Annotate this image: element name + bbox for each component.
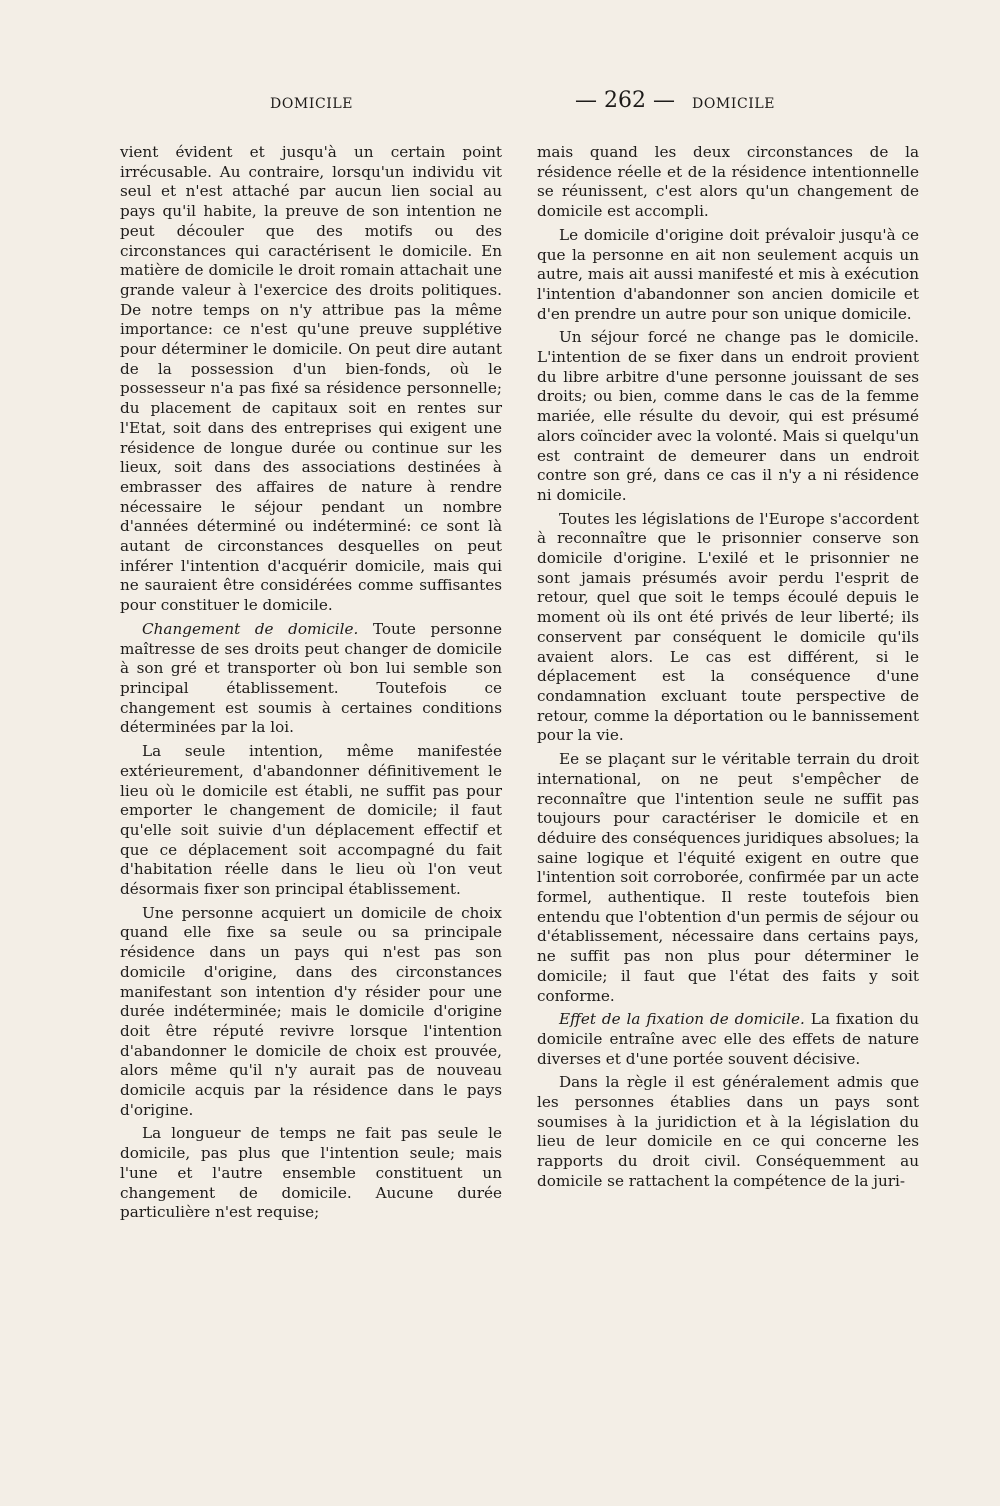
paragraph: Ee se plaçant sur le véritable terrain du droit international, on ne peut s'empêcher de reconnaître que l'intention seule ne suffit pas toujours pour caractériser le domicile et en déduire des conséquences juridiques absolues; la saine logique et l'équité exigent en outre que l'intention soit corroborée, confirmée par un acte formel, authentique. Il reste toutefois bien entendu que l'obtention d'un permis de séjour ou d'établissement, nécessaire dans certains pays, ne suffit pas non plus pour déterminer le domicile; il faut que l'état des faits y soit conforme. [537, 750, 919, 1005]
running-head-left: DOMICILE [270, 96, 354, 112]
paragraph-text: Toute personne maîtresse de ses droits peut changer de domicile à son gré et transporter où bon lui semble son principal établissement. Toutefois ce changement est soumis à certaines conditions déterminées par la loi. [120, 619, 502, 737]
paragraph: Une personne acquiert un domicile de choix quand elle fixe sa seule ou sa principale résidence dans un pays qui n'est pas son domicile d'origine, dans des circonstances manifestant son intention d'y résider pour une durée indéterminée; mais le domicile d'origine doit être réputé revivre lorsque l'intention d'abandonner le domicile de choix est prouvée, alors même qu'il n'y aurait pas de nouveau domicile acquis par la résidence dans le pays d'origine. [120, 903, 502, 1119]
running-head [120, 88, 920, 118]
section-heading: Changement de domicile. [142, 619, 359, 638]
left-column [120, 143, 502, 1227]
paragraph: vient évident et jusqu'à un certain point irrécusable. Au contraire, lorsqu'un individu vit seul et n'est attaché par aucun lien social au pays qu'il habite, la preuve de son intention ne peut découler que des motifs ou des circonstances qui caractérisent le domicile. En matière de domicile le droit romain attachait une grande valeur à l'exercice des droits politiques. De notre temps on n'y attribue pas la même importance: ce n'est qu'une preuve supplétive pour déterminer le domicile. On peut dire autant de la possession d'un bien-fonds, où le possesseur n'a pas fixé sa résidence personnelle; du placement de capitaux soit en rentes sur l'Etat, soit dans des entreprises qui exigent une résidence de longue durée ou continue sur les lieux, soit dans des associations destinées à embrasser des affaires de nature à rendre nécessaire le séjour pendant un nombre d'années déterminé ou indéterminé: ce sont là autant de circonstances desquelles on peut inférer l'intention d'acquérir domicile, mais qui ne sauraient être considérées comme suffisantes pour constituer le domicile. [120, 143, 502, 615]
paragraph: Le domicile d'origine doit prévaloir jusqu'à ce que la personne en ait non seulement acquis un autre, mais ait aussi manifesté et mis à exécution l'intention d'abandonner son ancien domicile et d'en prendre un autre pour son unique domicile. [537, 225, 919, 323]
page-number: — 262 — [575, 88, 675, 113]
paragraph: Un séjour forcé ne change pas le domicile. L'intention de se fixer dans un endroit provient du libre arbitre d'une personne jouissant de ses droits; ou bien, comme dans le cas de la femme mariée, elle résulte du devoir, qui est présumé alors coïncider avec la volonté. Mais si quelqu'un est contraint de demeurer dans un endroit contre son gré, dans ce cas il n'y a ni résidence ni domicile. [537, 328, 919, 504]
paragraph [537, 1010, 919, 1069]
running-head-right: DOMICILE [692, 96, 776, 112]
paragraph: Toutes les législations de l'Europe s'accordent à reconnaître que le prisonnier conserve son domicile d'origine. L'exilé et le prisonnier ne sont jamais présumés avoir perdu l'esprit de retour, quel que soit le temps écoulé depuis le moment où ils ont été privés de leur liberté; ils conservent par conséquent le domicile qu'ils avaient alors. Le cas est différent, si le déplacement est la conséquence d'une condamnation excluant toute perspective de retour, comme la déportation ou le bannissement pour la vie. [537, 509, 919, 745]
section-heading: Effet de la fixation de domicile. [559, 1010, 805, 1029]
paragraph: La longueur de temps ne fait pas seule le domicile, pas plus que l'intention seule; mais l'une et l'autre ensemble constituent un changement de domicile. Aucune durée particulière n'est requise; [120, 1124, 502, 1222]
paragraph: mais quand les deux circonstances de la résidence réelle et de la résidence intentionnelle se réunissent, c'est alors qu'un changement de domicile est accompli. [537, 143, 919, 221]
paragraph: Dans la règle il est généralement admis que les personnes établies dans un pays sont soumises à la juridiction et à la législation du lieu de leur domicile en ce qui concerne les rapports du droit civil. Conséquemment au domicile se rattachent la compétence de la juri- [537, 1073, 919, 1190]
paragraph-text: La fixation du domicile entraîne avec elle des effets de nature diverses et d'une portée souvent décisive. [537, 1010, 919, 1068]
right-column [537, 143, 919, 1196]
paragraph: La seule intention, même manifestée extérieurement, d'abandonner définitivement le lieu où le domicile est établi, ne suffit pas pour emporter le changement de domicile; il faut qu'elle soit suivie d'un déplacement effectif et que ce déplacement soit accompagné du fait d'habitation réelle dans le lieu où l'on veut désormais fixer son principal établissement. [120, 742, 502, 899]
paragraph [120, 620, 502, 738]
